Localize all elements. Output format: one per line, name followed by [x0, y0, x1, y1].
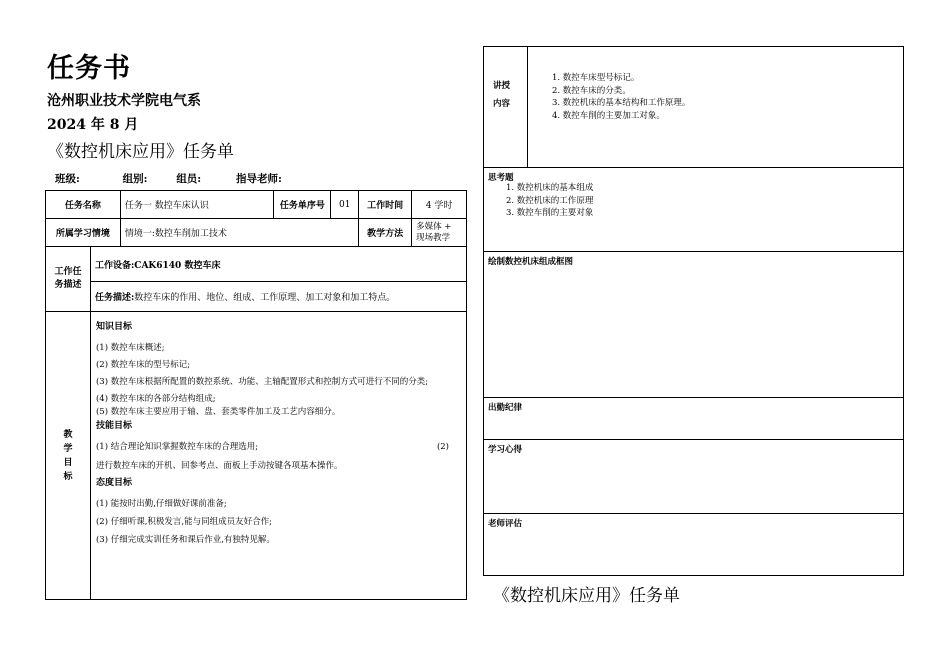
goals-cell	[90, 312, 466, 600]
scenario-value: 情境一:数控车削加工技术	[120, 219, 358, 247]
attitude-item: (2) 仔细听课,积极发言,能与同组成员友好合作;	[95, 517, 272, 527]
teacher-eval-label: 老师评估	[488, 519, 523, 529]
lecture-label-2: 内容	[493, 99, 511, 109]
attendance-section	[484, 397, 903, 439]
learning-section	[484, 439, 903, 513]
diagram-section	[484, 251, 903, 397]
knowledge-title: 知识目标	[95, 322, 132, 332]
group-label: 组别:	[122, 173, 148, 185]
attitude-title: 态度目标	[95, 478, 132, 488]
method-label: 教学方法	[359, 219, 412, 247]
attitude-item: (1) 能按时出勤,仔细做好课前准备;	[95, 499, 227, 509]
think-label: 思考题	[488, 173, 514, 183]
issue-date: 2024 年 8 月	[47, 117, 139, 133]
knowledge-item: (1) 数控车床概述;	[95, 343, 165, 353]
knowledge-item: (2) 数控车床的型号标记;	[95, 360, 191, 370]
task-desc-text: 数控车床的作用、地位、组成、工作原理、加工对象和加工特点。	[134, 293, 396, 303]
task-table	[45, 190, 467, 600]
task-name-label: 任务名称	[46, 191, 121, 219]
task-no-label: 任务单序号	[274, 191, 331, 219]
class-label: 班级:	[55, 173, 80, 185]
skill-item: 进行数控车床的开机、回参考点、面板上手动按键各项基本操作。	[95, 461, 343, 471]
lecture-item: 3. 数控机床的基本结构和工作原理。	[552, 98, 691, 108]
lecture-item: 2. 数控车床的分类。	[552, 85, 631, 96]
work-time-value: 4 学时	[412, 191, 467, 219]
document-title: 《数控机床应用》任务单	[47, 142, 234, 162]
lecture-item: 4. 数控车削的主要加工对象。	[552, 110, 665, 121]
task-desc-cell	[90, 282, 466, 312]
method-value: 多媒体 + 现场教学	[412, 219, 467, 247]
scenario-label: 所属学习情境	[46, 219, 121, 247]
teacher-label: 指导老师:	[235, 173, 282, 185]
think-item: 1. 数控机床的基本组成	[506, 183, 594, 193]
think-item: 2. 数控机床的工作原理	[506, 195, 594, 206]
skill-title: 技能目标	[95, 421, 132, 431]
work-time-label: 工作时间	[359, 191, 412, 219]
equipment-text: 工作设备:CAK6140 数控车床	[94, 260, 221, 271]
equipment-cell	[90, 247, 466, 282]
lecture-label-cell	[484, 47, 528, 167]
skill-item-number: (2)	[436, 442, 449, 452]
knowledge-item: (4) 数控车床的各部分结构组成;	[95, 394, 216, 404]
work-desc-label: 工作任务描述	[46, 247, 91, 312]
page-title: 任务书	[47, 53, 131, 84]
lecture-label-1: 讲授	[493, 81, 511, 91]
right-panel	[483, 46, 904, 576]
lecture-item: 1. 数控车床型号标记。	[552, 73, 640, 83]
teacher-eval-section	[484, 513, 903, 576]
meta-line	[55, 171, 282, 186]
think-list	[506, 182, 593, 220]
school-name: 沧州职业技术学院电气系	[47, 93, 201, 109]
goals-label: 教学目标	[46, 312, 91, 600]
think-item: 3. 数控车削的主要对象	[506, 208, 594, 218]
knowledge-item: (5) 数控车床主要应用于轴、盘、套类零件加工及工艺内容细分。	[95, 407, 341, 417]
task-no-value: 01	[331, 191, 359, 219]
think-section	[484, 167, 903, 251]
lecture-content	[552, 72, 690, 122]
learning-label: 学习心得	[488, 445, 523, 455]
diagram-label: 绘制数控机床组成框图	[488, 257, 574, 267]
attitude-item: (3) 仔细完成实训任务和课后作业,有独特见解。	[95, 535, 275, 545]
attendance-label: 出勤纪律	[488, 403, 523, 413]
task-name-value: 任务一 数控车床认识	[120, 191, 274, 219]
knowledge-item: (3) 数控车床根据所配置的数控系统、功能、主轴配置形式和控制方式可进行不同的分类;	[95, 377, 429, 387]
footer-document-title: 《数控机床应用》任务单	[493, 586, 680, 606]
task-desc-title: 任务描述:	[94, 293, 135, 303]
skill-item-text: (1) 结合理论知识掌握数控车床的合理选用;	[95, 442, 259, 452]
members-label: 组员:	[176, 173, 202, 185]
skill-item	[96, 441, 461, 454]
